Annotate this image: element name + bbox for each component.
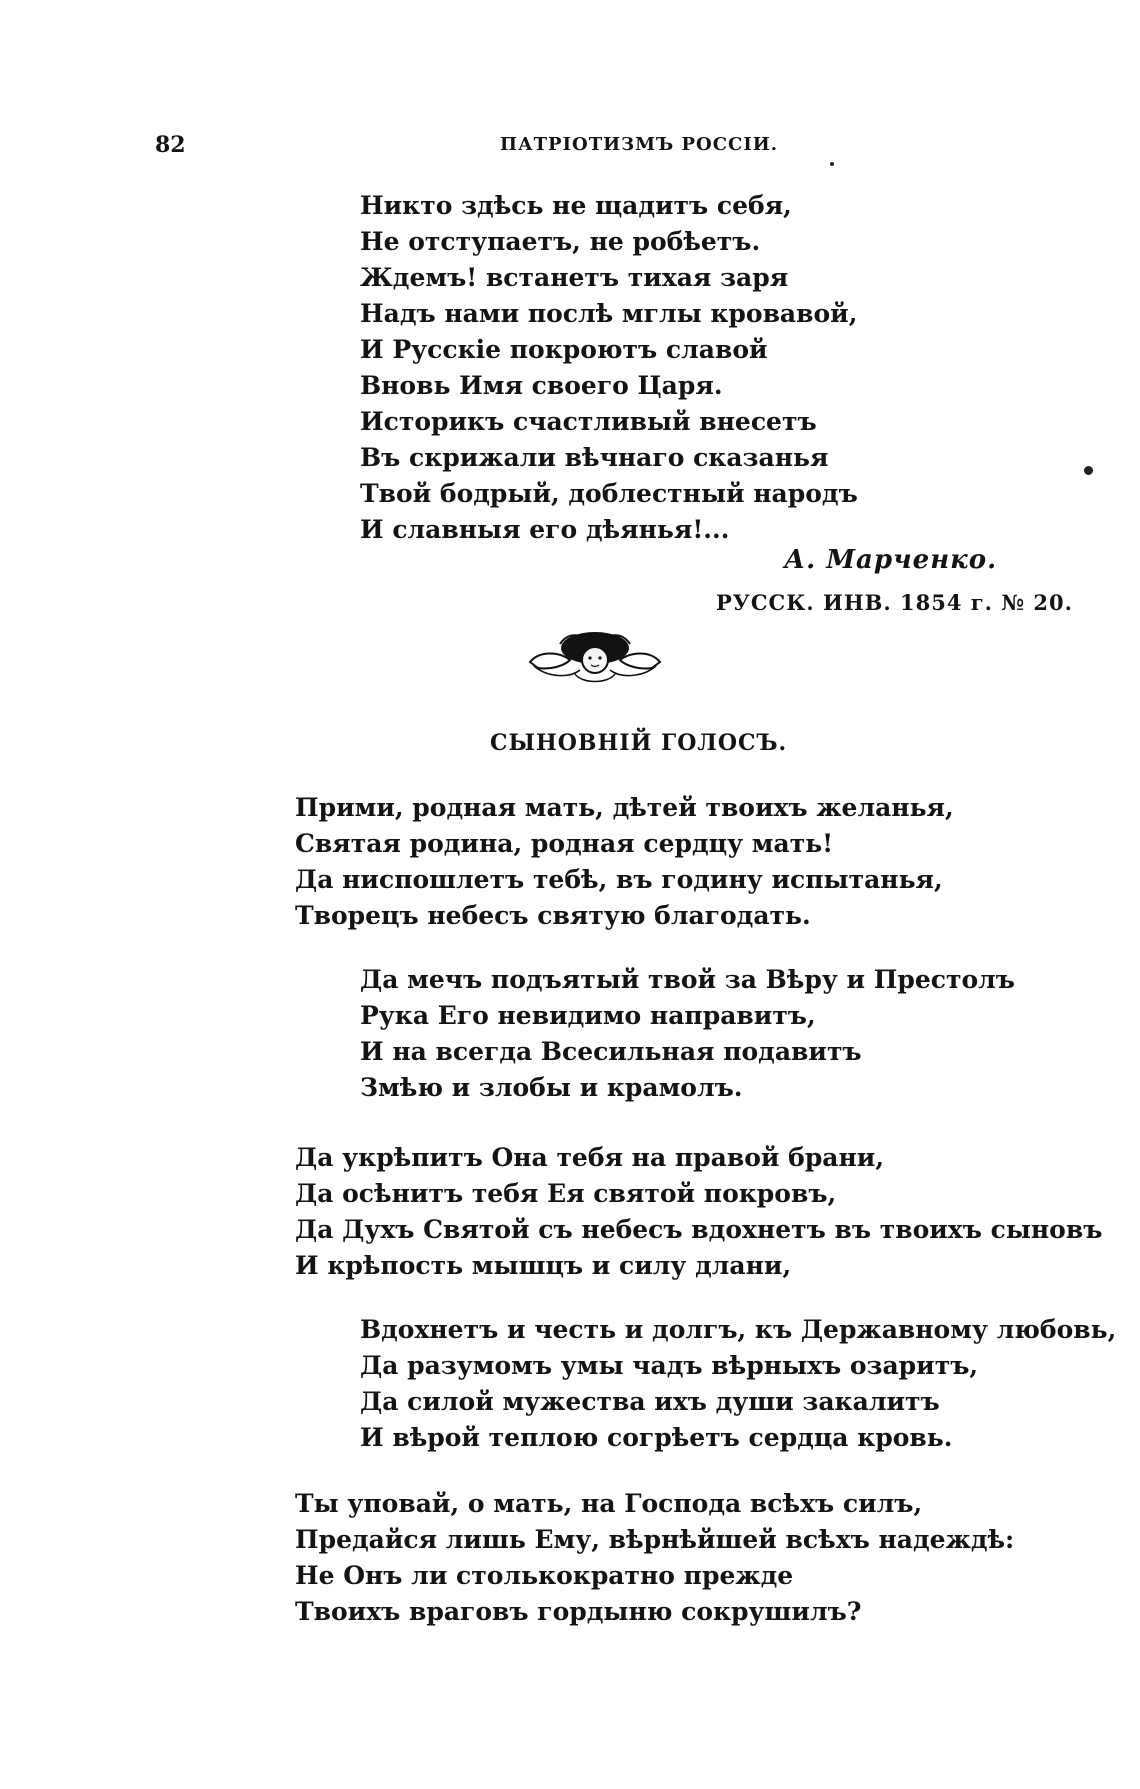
scan-speck — [830, 162, 834, 166]
poem2-line: Ты уповай, о мать, на Господа всѣхъ силъ, — [295, 1489, 923, 1518]
poem2-line: Да силой мужества ихъ души закалитъ — [360, 1387, 940, 1416]
poem2-line: И крѣпость мышцъ и силу длани, — [295, 1251, 792, 1280]
poem2-line: Да разумомъ умы чадъ вѣрныхъ озаритъ, — [360, 1351, 979, 1380]
poem1-line: Не отступаетъ, не робѣетъ. — [360, 227, 761, 256]
poem2-line: Творецъ небесъ святую благодать. — [295, 901, 811, 930]
poem2-line: Да укрѣпитъ Она тебя на правой брани, — [295, 1143, 885, 1172]
cherub-vignette-icon — [520, 622, 670, 692]
poem1-line: Историкъ счастливый внесетъ — [360, 407, 817, 436]
running-head: ПАТРІОТИЗМЪ РОССІИ. — [500, 134, 779, 155]
poem1-line: Надъ нами послѣ мглы кровавой, — [360, 299, 858, 328]
poem2-line: Не Онъ ли столькократно прежде — [295, 1561, 794, 1590]
poem2-line: И на всегда Всесильная подавитъ — [360, 1037, 862, 1066]
page-header — [0, 132, 1140, 162]
poem2-title: СЫНОВНІЙ ГОЛОСЪ. — [490, 730, 788, 756]
poem2-line: Змѣю и злобы и крамолъ. — [360, 1073, 743, 1102]
poem2-line: Да ниспошлетъ тебѣ, въ годину испытанья, — [295, 865, 943, 894]
scan-speck — [1084, 466, 1093, 475]
poem1-line: И славныя его дѣянья!... — [360, 515, 730, 544]
poem1-line: Никто здѣсь не щадитъ себя, — [360, 191, 792, 220]
poem2-line: Твоихъ враговъ гордыню сокрушилъ? — [295, 1597, 862, 1626]
poem2-line: Да осѣнитъ тебя Ея святой покровъ, — [295, 1179, 837, 1208]
poem1-line: Въ скрижали вѣчнаго сказанья — [360, 443, 829, 472]
poem2-line: Да мечъ подъятый твой за Вѣру и Престолъ — [360, 965, 1015, 994]
poem2-line: Предайся лишь Ему, вѣрнѣйшей всѣхъ надеждѣ: — [295, 1525, 1015, 1554]
poem1-line: Твой бодрый, доблестный народъ — [360, 479, 858, 508]
author-signature: А. Марченко. — [784, 545, 998, 575]
source-citation: РУССК. ИНВ. 1854 г. № 20. — [716, 590, 1073, 615]
poem2-line: Святая родина, родная сердцу мать! — [295, 829, 834, 858]
poem2-line: Прими, родная мать, дѣтей твоихъ желанья, — [295, 793, 954, 822]
poem1-line: Вновь Имя своего Царя. — [360, 371, 723, 400]
page-number: 82 — [155, 132, 186, 158]
poem2-line: И вѣрой теплою согрѣетъ сердца кровь. — [360, 1423, 953, 1452]
poem2-line: Рука Его невидимо направитъ, — [360, 1001, 816, 1030]
poem1-line: Ждемъ! встанетъ тихая заря — [360, 263, 789, 292]
poem2-line: Вдохнетъ и честь и долгъ, къ Державному любовь, — [360, 1315, 1117, 1344]
poem2-line: Да Духъ Святой съ небесъ вдохнетъ въ твоихъ сыновъ — [295, 1215, 1103, 1244]
poem1-line: И Русскіе покроютъ славой — [360, 335, 768, 364]
